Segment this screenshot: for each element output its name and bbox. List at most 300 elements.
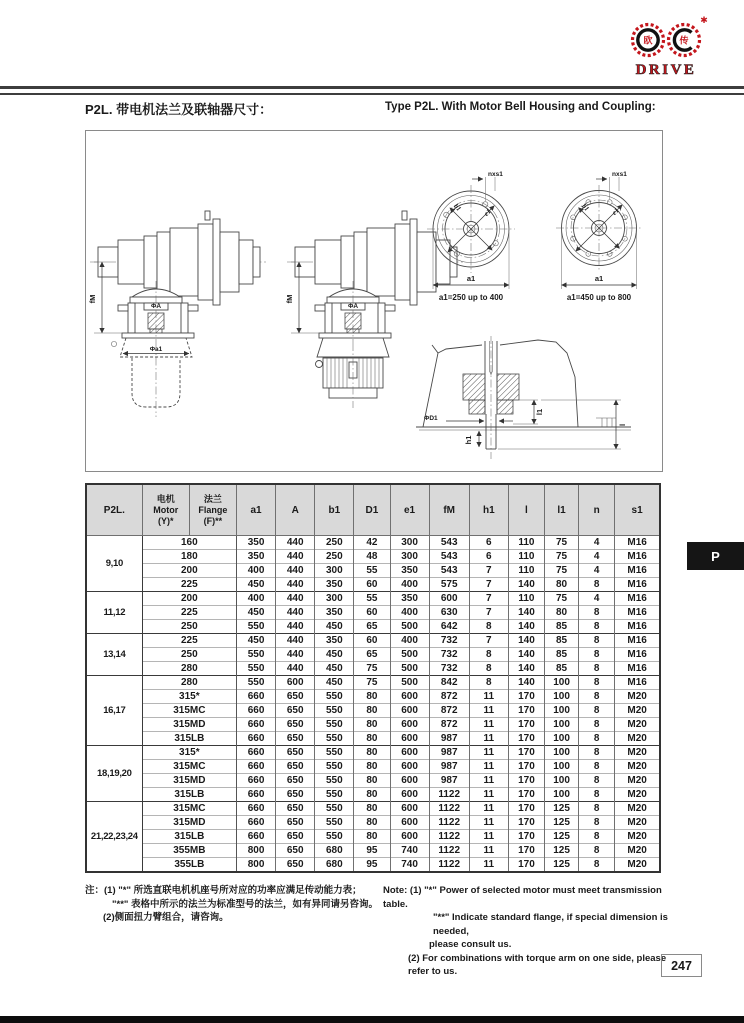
- dim-value-cell: M20: [615, 760, 660, 774]
- dim-value-cell: 100: [545, 774, 579, 788]
- dim-value-cell: 48: [354, 550, 390, 564]
- note-line: (2)侧面扭力臂组合，请咨询。: [103, 912, 229, 923]
- table-row: [86, 704, 660, 718]
- col-header-dim: A: [276, 484, 315, 536]
- shaft-section-detail: [416, 336, 631, 459]
- dim-value-cell: 660: [237, 746, 276, 760]
- table-row: [86, 690, 660, 704]
- table-row: [86, 858, 660, 873]
- note-line: 注：(1) "*" 所选直联电机机座号所对应的功率应满足传动能力表；: [85, 885, 362, 896]
- dim-value-cell: 600: [390, 802, 429, 816]
- note-line: (2) For combinations with torque arm on one side, please refer to us.: [408, 952, 667, 977]
- dim-value-cell: 60: [354, 634, 390, 648]
- group-label: 11,12: [86, 592, 142, 634]
- dim-value-cell: 100: [545, 676, 579, 690]
- dim-value-cell: 660: [237, 760, 276, 774]
- dim-value-cell: 650: [276, 816, 315, 830]
- dim-value-cell: 630: [429, 606, 469, 620]
- dim-value-cell: 450: [315, 620, 354, 634]
- dim-value-cell: 80: [545, 578, 579, 592]
- dim-value-cell: 450: [315, 676, 354, 690]
- dim-value-cell: 732: [429, 648, 469, 662]
- company-logo: [614, 8, 726, 78]
- dim-value-cell: 300: [315, 564, 354, 578]
- dim-value-cell: 987: [429, 732, 469, 746]
- dim-value-cell: 110: [508, 536, 544, 550]
- dim-value-cell: 550: [315, 760, 354, 774]
- group-label: 9,10: [86, 536, 142, 592]
- table-row: [86, 830, 660, 844]
- dim-value-cell: 7: [469, 606, 508, 620]
- dim-value-cell: M16: [615, 620, 660, 634]
- dim-value-cell: 300: [390, 536, 429, 550]
- dim-value-cell: 125: [545, 844, 579, 858]
- section-tab: P: [687, 542, 744, 570]
- dim-value-cell: 140: [508, 606, 544, 620]
- col-header-dim: l: [508, 484, 544, 536]
- dim-value-cell: M16: [615, 634, 660, 648]
- table-row: [86, 606, 660, 620]
- note-line: please consult us.: [429, 939, 512, 950]
- table-row: [86, 816, 660, 830]
- dim-value-cell: 110: [508, 564, 544, 578]
- dim-value-cell: 550: [315, 746, 354, 760]
- dim-value-cell: 650: [276, 704, 315, 718]
- col-header-p2l: P2L.: [86, 484, 142, 536]
- dim-phi-a1-label: Φa1: [149, 346, 163, 353]
- table-row: [86, 550, 660, 564]
- dim-value-cell: 42: [354, 536, 390, 550]
- dim-value-cell: 170: [508, 788, 544, 802]
- dim-value-cell: 550: [237, 648, 276, 662]
- motor-size-cell: 315MC: [142, 802, 236, 816]
- dim-value-cell: 440: [276, 648, 315, 662]
- dim-value-cell: 650: [276, 732, 315, 746]
- dim-value-cell: 170: [508, 732, 544, 746]
- dim-value-cell: 6: [469, 550, 508, 564]
- motor-size-cell: 315*: [142, 746, 236, 760]
- dim-value-cell: 650: [276, 760, 315, 774]
- group-label: 13,14: [86, 634, 142, 676]
- motor-size-cell: 250: [142, 648, 236, 662]
- dim-value-cell: 11: [469, 858, 508, 873]
- col-header-motor: [142, 484, 189, 536]
- col-header-flange: [189, 484, 236, 536]
- dim-value-cell: 75: [354, 662, 390, 676]
- header-rule-thin: [0, 93, 744, 95]
- dim-value-cell: 8: [469, 662, 508, 676]
- dim-value-cell: 350: [237, 550, 276, 564]
- dim-value-cell: 872: [429, 718, 469, 732]
- col-header-flange-sym: (F)**: [203, 515, 223, 526]
- dim-value-cell: 680: [315, 858, 354, 873]
- dim-value-cell: 550: [315, 788, 354, 802]
- note-line: Note: (1) "*" Power of selected motor must meet transmission table.: [383, 885, 662, 910]
- dim-value-cell: 400: [237, 564, 276, 578]
- dim-value-cell: 350: [315, 578, 354, 592]
- dim-value-cell: 440: [276, 620, 315, 634]
- dim-value-cell: 95: [354, 844, 390, 858]
- dim-value-cell: 650: [276, 802, 315, 816]
- dim-value-cell: 600: [390, 732, 429, 746]
- dim-value-cell: 170: [508, 718, 544, 732]
- dim-value-cell: 110: [508, 592, 544, 606]
- dim-value-cell: 65: [354, 648, 390, 662]
- col-header-dim: b1: [315, 484, 354, 536]
- dim-value-cell: 8: [579, 858, 615, 873]
- table-row: [86, 746, 660, 760]
- dim-value-cell: 800: [237, 844, 276, 858]
- motor-size-cell: 280: [142, 662, 236, 676]
- dim-value-cell: M20: [615, 830, 660, 844]
- dim-value-cell: 550: [315, 774, 354, 788]
- dim-value-cell: 140: [508, 648, 544, 662]
- dim-value-cell: M16: [615, 606, 660, 620]
- dim-value-cell: 1122: [429, 788, 469, 802]
- dim-value-cell: 80: [354, 774, 390, 788]
- dim-nxs1-label: nxs1: [488, 171, 503, 178]
- dim-value-cell: 75: [354, 676, 390, 690]
- motor-size-cell: 200: [142, 564, 236, 578]
- dim-value-cell: 7: [469, 634, 508, 648]
- logo-star-icon: ✱: [700, 15, 708, 25]
- page-bottom-bar: [0, 1016, 744, 1023]
- dim-value-cell: 8: [579, 774, 615, 788]
- dim-value-cell: 80: [354, 746, 390, 760]
- dim-value-cell: 550: [237, 662, 276, 676]
- dim-value-cell: 11: [469, 690, 508, 704]
- table-row: [86, 718, 660, 732]
- dim-value-cell: 8: [579, 648, 615, 662]
- dim-value-cell: 300: [390, 550, 429, 564]
- motor-size-cell: 225: [142, 578, 236, 592]
- dim-value-cell: 650: [276, 690, 315, 704]
- motor-size-cell: 225: [142, 606, 236, 620]
- logo-char-left: 欧: [643, 35, 653, 46]
- note-line: "**" Indicate standard flange, if special dimension is needed,: [433, 912, 668, 937]
- dim-e1-label: e1: [610, 206, 621, 217]
- table-row: [86, 774, 660, 788]
- dim-value-cell: 140: [508, 662, 544, 676]
- dim-value-cell: 60: [354, 578, 390, 592]
- dim-value-cell: 660: [237, 816, 276, 830]
- motor-size-cell: 315MC: [142, 704, 236, 718]
- dim-value-cell: 500: [390, 648, 429, 662]
- table-row: [86, 536, 660, 550]
- dim-value-cell: 100: [545, 704, 579, 718]
- dim-value-cell: 8: [579, 634, 615, 648]
- col-header-dim: s1: [615, 484, 660, 536]
- dim-value-cell: 600: [390, 788, 429, 802]
- dim-value-cell: 250: [315, 536, 354, 550]
- dim-value-cell: 660: [237, 774, 276, 788]
- motor-size-cell: 355LB: [142, 858, 236, 873]
- dim-value-cell: 8: [579, 718, 615, 732]
- motor-size-cell: 355MB: [142, 844, 236, 858]
- dim-value-cell: 170: [508, 816, 544, 830]
- dim-value-cell: 550: [237, 676, 276, 690]
- dim-value-cell: 740: [390, 844, 429, 858]
- dim-value-cell: 80: [354, 704, 390, 718]
- dim-value-cell: M20: [615, 690, 660, 704]
- dim-value-cell: 600: [390, 746, 429, 760]
- col-header-motor-en: Motor: [153, 504, 179, 515]
- dim-value-cell: 550: [315, 718, 354, 732]
- dim-value-cell: 660: [237, 788, 276, 802]
- dim-value-cell: 987: [429, 760, 469, 774]
- dim-value-cell: 650: [276, 718, 315, 732]
- dim-value-cell: 170: [508, 802, 544, 816]
- dim-value-cell: 7: [469, 578, 508, 592]
- motor-size-cell: 280: [142, 676, 236, 690]
- dim-value-cell: M20: [615, 788, 660, 802]
- dim-value-cell: 400: [390, 634, 429, 648]
- dim-value-cell: 450: [315, 662, 354, 676]
- notes-zh: [85, 884, 385, 925]
- dim-value-cell: 440: [276, 564, 315, 578]
- table-row: [86, 802, 660, 816]
- flange-front-view-large: [556, 171, 642, 302]
- dim-value-cell: 85: [545, 662, 579, 676]
- dim-value-cell: M20: [615, 704, 660, 718]
- dim-l-label: l: [618, 423, 627, 427]
- dim-value-cell: 170: [508, 690, 544, 704]
- dim-value-cell: 440: [276, 550, 315, 564]
- dim-value-cell: 140: [508, 634, 544, 648]
- dimension-table-wrap: [85, 483, 661, 873]
- dim-value-cell: 8: [469, 648, 508, 662]
- dim-value-cell: 100: [545, 690, 579, 704]
- dim-value-cell: 80: [354, 760, 390, 774]
- dim-value-cell: 350: [237, 536, 276, 550]
- dim-value-cell: 8: [579, 760, 615, 774]
- dim-value-cell: 11: [469, 774, 508, 788]
- dim-value-cell: 1122: [429, 830, 469, 844]
- dim-value-cell: 4: [579, 550, 615, 564]
- dim-value-cell: 11: [469, 760, 508, 774]
- dim-value-cell: 550: [237, 620, 276, 634]
- dim-value-cell: 872: [429, 690, 469, 704]
- dim-value-cell: 450: [237, 634, 276, 648]
- dim-nxs1-label: nxs1: [612, 171, 627, 178]
- dim-value-cell: 600: [390, 830, 429, 844]
- dim-value-cell: 75: [545, 564, 579, 578]
- dim-value-cell: 543: [429, 536, 469, 550]
- dim-value-cell: 732: [429, 662, 469, 676]
- dim-value-cell: 1122: [429, 858, 469, 873]
- dim-value-cell: 600: [429, 592, 469, 606]
- dim-value-cell: 440: [276, 578, 315, 592]
- col-header-dim: e1: [390, 484, 429, 536]
- motor-size-cell: 250: [142, 620, 236, 634]
- dim-value-cell: 8: [579, 830, 615, 844]
- page-title-en: Type P2L. With Motor Bell Housing and Coupling:: [385, 101, 656, 113]
- dim-value-cell: 660: [237, 704, 276, 718]
- dim-value-cell: 987: [429, 774, 469, 788]
- dim-value-cell: 660: [237, 718, 276, 732]
- dim-value-cell: 8: [579, 732, 615, 746]
- reducer-side-view-solid-motor: [285, 211, 463, 408]
- dim-value-cell: 55: [354, 592, 390, 606]
- dim-value-cell: 8: [469, 676, 508, 690]
- dim-value-cell: 75: [545, 592, 579, 606]
- dim-value-cell: 642: [429, 620, 469, 634]
- dim-value-cell: 650: [276, 830, 315, 844]
- dim-value-cell: 11: [469, 844, 508, 858]
- dim-value-cell: 550: [315, 732, 354, 746]
- flange-caption-small: a1=250 up to 400: [438, 293, 504, 302]
- dim-value-cell: 550: [315, 816, 354, 830]
- dim-value-cell: 80: [354, 788, 390, 802]
- dim-value-cell: M16: [615, 662, 660, 676]
- dim-value-cell: 170: [508, 844, 544, 858]
- table-row: [86, 788, 660, 802]
- dim-value-cell: 250: [315, 550, 354, 564]
- table-row: [86, 662, 660, 676]
- dim-value-cell: 543: [429, 550, 469, 564]
- dim-value-cell: 8: [579, 662, 615, 676]
- dim-value-cell: 440: [276, 606, 315, 620]
- table-row: [86, 578, 660, 592]
- dim-value-cell: 75: [545, 536, 579, 550]
- motor-size-cell: 200: [142, 592, 236, 606]
- dim-value-cell: 300: [315, 592, 354, 606]
- dim-value-cell: 650: [276, 844, 315, 858]
- dim-value-cell: M16: [615, 564, 660, 578]
- technical-drawing-panel: [85, 130, 663, 472]
- group-label: 16,17: [86, 676, 142, 746]
- motor-size-cell: 315LB: [142, 788, 236, 802]
- dim-value-cell: 170: [508, 858, 544, 873]
- dim-value-cell: 11: [469, 704, 508, 718]
- dim-value-cell: 650: [276, 858, 315, 873]
- dim-value-cell: 800: [237, 858, 276, 873]
- table-row: [86, 844, 660, 858]
- dim-value-cell: 4: [579, 592, 615, 606]
- dim-value-cell: 8: [579, 690, 615, 704]
- dim-value-cell: M16: [615, 676, 660, 690]
- dim-value-cell: 140: [508, 676, 544, 690]
- motor-size-cell: 160: [142, 536, 236, 550]
- dim-value-cell: 450: [315, 648, 354, 662]
- logo-char-right: 传: [679, 35, 689, 46]
- dim-value-cell: 55: [354, 564, 390, 578]
- col-header-dim: l1: [545, 484, 579, 536]
- dim-value-cell: 11: [469, 746, 508, 760]
- dim-value-cell: 80: [354, 718, 390, 732]
- dim-value-cell: 1122: [429, 802, 469, 816]
- dim-value-cell: 350: [315, 606, 354, 620]
- dim-b1-label: b1: [580, 202, 591, 213]
- dim-value-cell: 170: [508, 746, 544, 760]
- dim-value-cell: 170: [508, 704, 544, 718]
- dim-value-cell: 11: [469, 732, 508, 746]
- motor-size-cell: 180: [142, 550, 236, 564]
- dim-value-cell: 60: [354, 606, 390, 620]
- logo-brand-text: DRIVE: [635, 62, 697, 78]
- flange-caption-large: a1=450 up to 800: [566, 293, 632, 302]
- dim-value-cell: 6: [469, 536, 508, 550]
- table-row: [86, 634, 660, 648]
- dim-value-cell: 4: [579, 536, 615, 550]
- motor-size-cell: 315MC: [142, 760, 236, 774]
- dim-value-cell: M20: [615, 732, 660, 746]
- motor-size-cell: 315LB: [142, 830, 236, 844]
- col-header-dim: h1: [469, 484, 508, 536]
- dim-value-cell: 660: [237, 830, 276, 844]
- dim-value-cell: M20: [615, 718, 660, 732]
- dim-value-cell: 8: [579, 816, 615, 830]
- dim-value-cell: 8: [579, 620, 615, 634]
- table-row: [86, 648, 660, 662]
- dim-value-cell: 100: [545, 718, 579, 732]
- dim-value-cell: 8: [579, 802, 615, 816]
- dim-value-cell: 8: [579, 844, 615, 858]
- dim-value-cell: 650: [276, 774, 315, 788]
- dim-value-cell: 400: [390, 578, 429, 592]
- dim-value-cell: 543: [429, 564, 469, 578]
- dim-value-cell: 75: [545, 550, 579, 564]
- dim-value-cell: 100: [545, 746, 579, 760]
- table-row: [86, 564, 660, 578]
- dim-value-cell: 740: [390, 858, 429, 873]
- dim-value-cell: 125: [545, 816, 579, 830]
- table-row: [86, 592, 660, 606]
- dim-value-cell: 100: [545, 732, 579, 746]
- dim-a1-label: a1: [466, 274, 476, 283]
- dim-value-cell: 80: [354, 802, 390, 816]
- dim-value-cell: M20: [615, 858, 660, 873]
- table-row: [86, 620, 660, 634]
- dim-value-cell: 80: [545, 606, 579, 620]
- dim-value-cell: 600: [390, 704, 429, 718]
- dim-value-cell: 4: [579, 564, 615, 578]
- page-title-zh: P2L. 带电机法兰及联轴器尺寸：: [85, 102, 273, 117]
- dim-value-cell: 450: [237, 606, 276, 620]
- motor-size-cell: 315MD: [142, 774, 236, 788]
- dim-value-cell: 170: [508, 830, 544, 844]
- dim-value-cell: 650: [276, 788, 315, 802]
- dim-value-cell: 400: [390, 606, 429, 620]
- dim-value-cell: 170: [508, 760, 544, 774]
- dim-value-cell: 80: [354, 816, 390, 830]
- dim-value-cell: 350: [315, 634, 354, 648]
- dim-value-cell: 1122: [429, 816, 469, 830]
- group-label: 21,22,23,24: [86, 802, 142, 873]
- dim-value-cell: 11: [469, 802, 508, 816]
- dim-value-cell: 125: [545, 802, 579, 816]
- motor-size-cell: 315MD: [142, 718, 236, 732]
- dim-value-cell: 11: [469, 718, 508, 732]
- dim-value-cell: 440: [276, 536, 315, 550]
- col-header-dim: fM: [429, 484, 469, 536]
- dim-value-cell: 600: [276, 676, 315, 690]
- table-row: [86, 760, 660, 774]
- note-line: "**" 表格中所示的法兰为标准型号的法兰，如有异同请另咨询。: [112, 898, 379, 910]
- dim-value-cell: 450: [237, 578, 276, 592]
- dim-value-cell: 11: [469, 830, 508, 844]
- dim-value-cell: M20: [615, 816, 660, 830]
- dim-phi-d1-label: ΦD1: [424, 415, 438, 422]
- page-number: 247: [661, 954, 702, 977]
- dim-l1-label: l1: [535, 408, 544, 416]
- dim-value-cell: M20: [615, 774, 660, 788]
- dim-value-cell: 660: [237, 690, 276, 704]
- dim-value-cell: 125: [545, 858, 579, 873]
- dim-value-cell: M20: [615, 844, 660, 858]
- col-header-dim: a1: [237, 484, 276, 536]
- dim-value-cell: 8: [579, 676, 615, 690]
